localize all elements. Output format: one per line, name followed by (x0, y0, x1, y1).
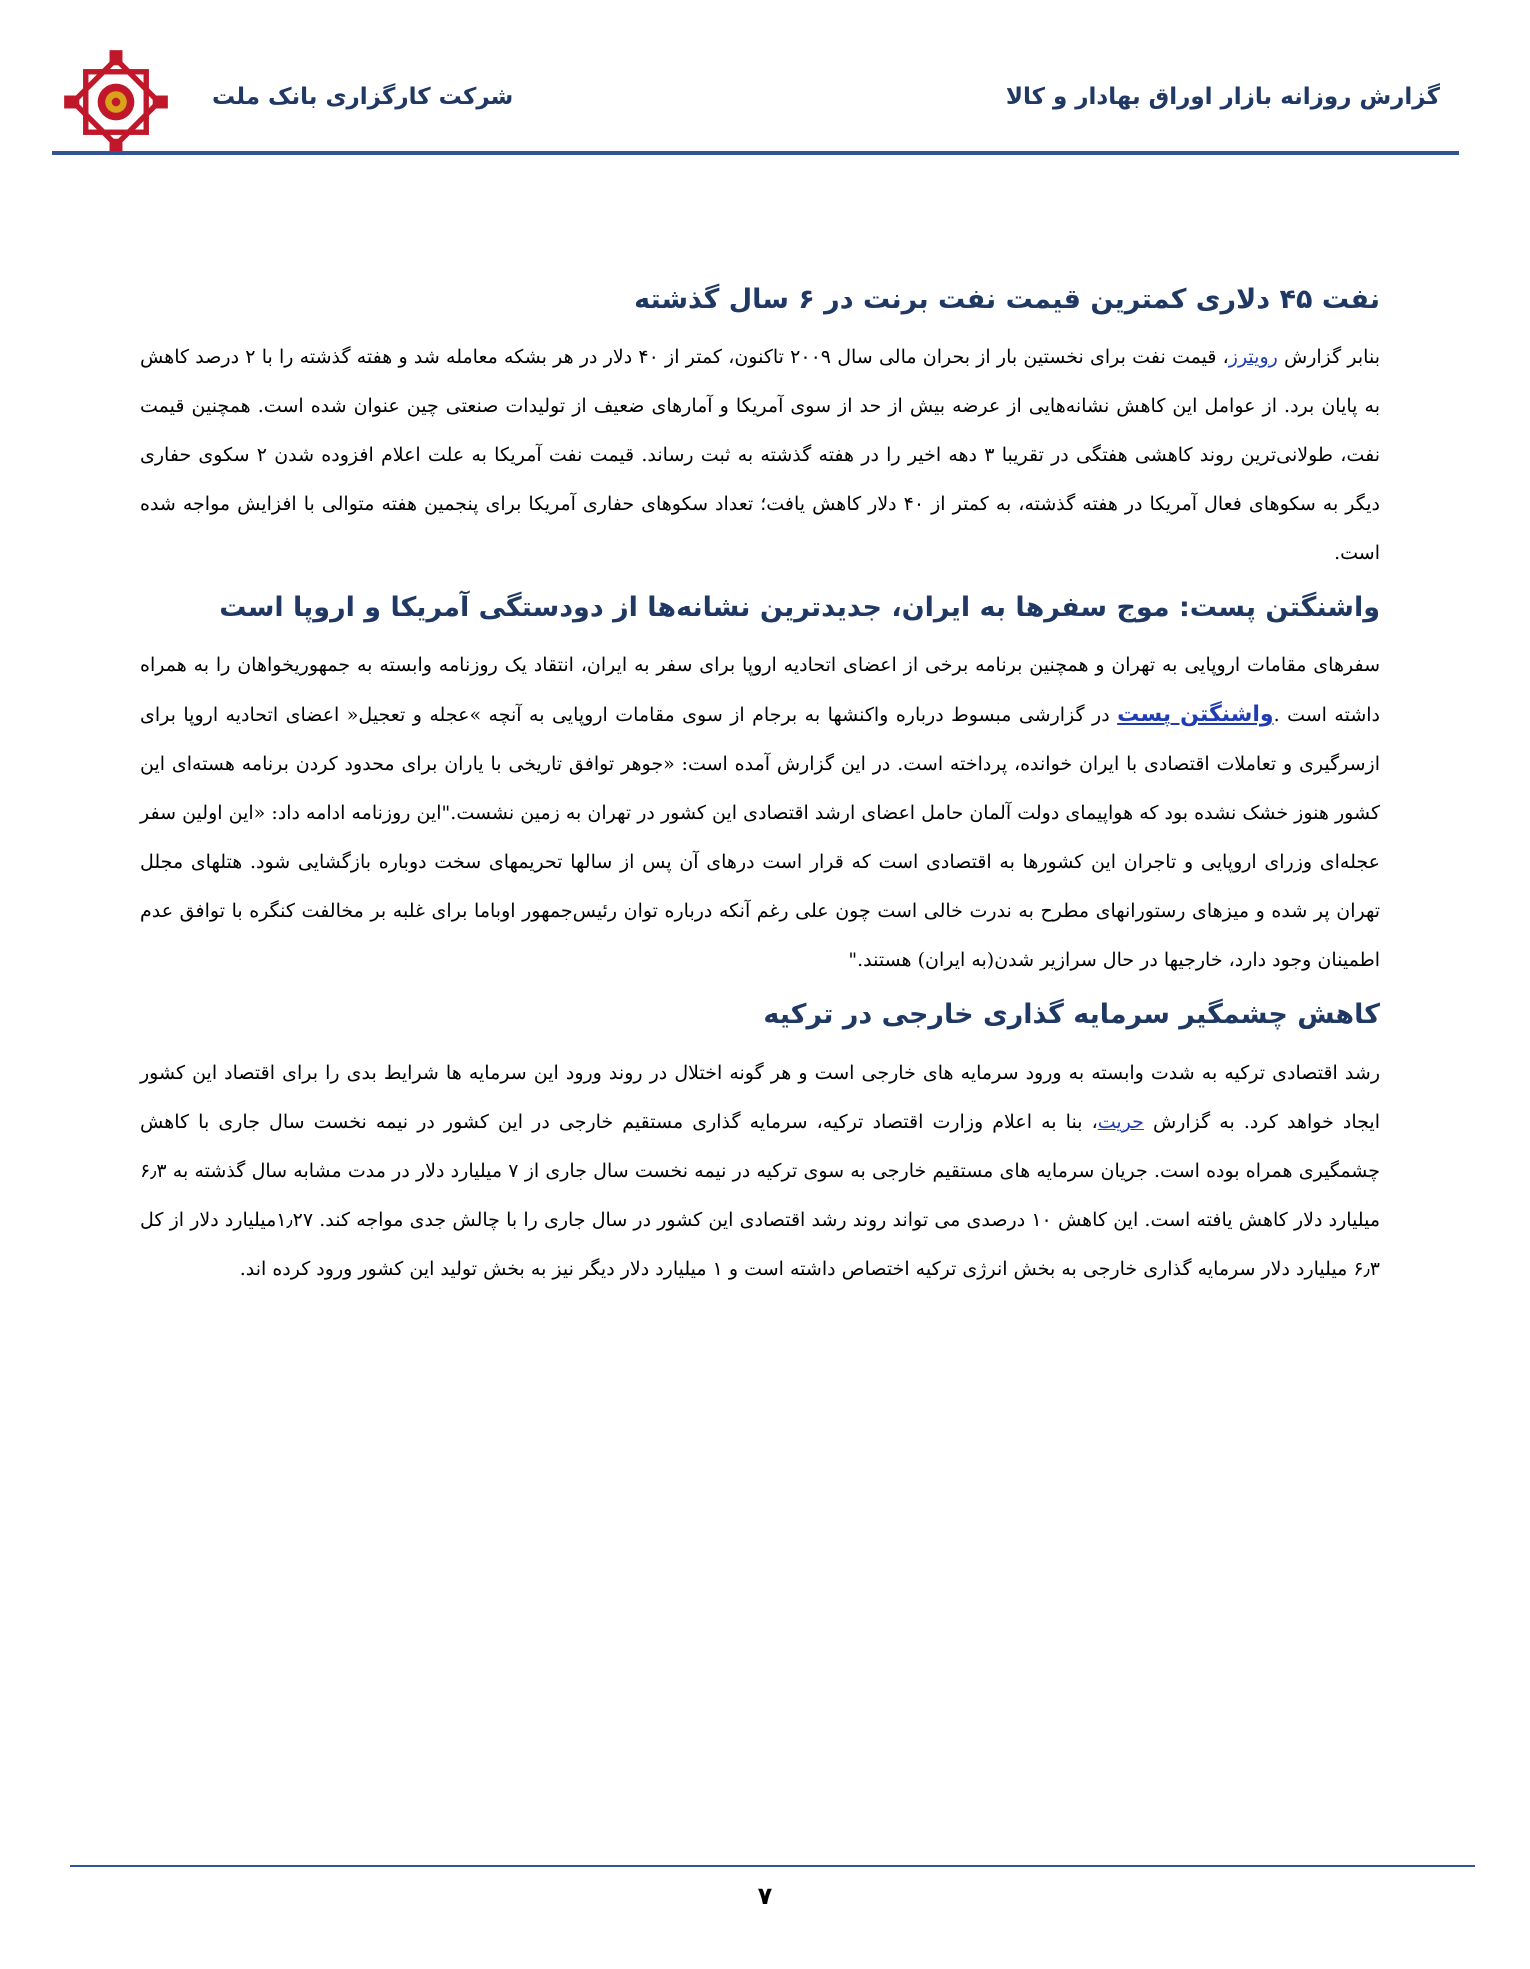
section-paragraph: بنابر گزارش رویترز، قیمت نفت برای نخستین بار از بحران مالی سال ۲۰۰۹ تاکنون، کمتر از ۴۰ دلار در هر بشکه معامله شد و هفته گذشته را با ۲ درصد کاهش به پایان برد. از عوامل این کاهش نشانه‌هایی از عرضه بیش از حد از سوی آمریکا و آمارهای ضعیف از تولیدات صنعتی چین عنوان شده است. همچنین قیمت نفت، طولانی‌ترین روند کاهشی هفتگی در تقریبا ۳ دهه اخیر را در هفته گذشته به ثبت رساند. قیمت نفت آمریکا به علت اعلام افزوده شدن ۲ سکوی حفاری دیگر به سکوهای فعال آمریکا در هفته گذشته، به کمتر از ۴۰ دلار کاهش یافت؛ تعداد سکوهای حفاری آمریکا برای پنجمین هفته متوالی با افزایش مواجه شده است. (140, 346, 1381, 565)
news-section-turkey (140, 993, 1380, 1293)
section-heading: نفت ۴۵ دلاری کمترین قیمت نفت برنت در ۶ سال گذشته (634, 284, 1380, 315)
news-section-oil (140, 278, 1380, 578)
company-name: شرکت کارگزاری بانک ملت (212, 84, 514, 110)
source-link-washington-post[interactable]: واشنگتن پست (1117, 702, 1274, 728)
source-link-reuters[interactable]: رویترز (1228, 346, 1278, 369)
section-paragraph: رشد اقتصادی ترکیه به شدت وابسته به ورود سرمایه های خارجی است و هر گونه اختلال در روند ورود این سرمایه ها شرایط بدی را برای اقتصاد این کشور ایجاد خواهد کرد. به گزارش حریت، بنا به اعلام وزارت اقتصاد ترکیه، سرمایه گذاری مستقیم خارجی در این کشور در نیمه نخست سال جاری با کاهش چشمگیری همراه بوده است. جریان سرمایه های مستقیم خارجی به سوی ترکیه در نیمه نخست سال جاری از ۷ میلیارد دلار در مدت مشابه سال گذشته به ۶٫۳ میلیارد دلار کاهش یافته است. این کاهش ۱۰ درصدی می تواند روند رشد اقتصادی این کشور در سال جاری را با چالش جدی مواجه کند. ۱٫۲۷میلیارد دلار از کل ۶٫۳ میلیارد دلار سرمایه گذاری خارجی به بخش انرژی ترکیه اختصاص داشته است و ۱ میلیارد دلار دیگر نیز به بخش تولید این کشور ورود کرده اند. (140, 1061, 1381, 1280)
section-heading: واشنگتن پست: موج سفرها به ایران، جدیدترین نشانه‌ها از دودستگی آمریکا و اروپا است (219, 592, 1380, 624)
source-link-hurriyet[interactable]: حریت (1097, 1110, 1144, 1133)
bank-mellat-logo-icon (62, 48, 170, 156)
news-section-washington-post (140, 586, 1380, 985)
report-title: گزارش روزانه بازار اوراق بهادار و کالا (1005, 84, 1440, 110)
article-content (140, 278, 1380, 1302)
header-divider (52, 151, 1459, 155)
section-heading: کاهش چشمگیر سرمایه گذاری خارجی در ترکیه (763, 999, 1380, 1031)
page-number: ۷ (757, 1882, 773, 1910)
footer-divider (70, 1865, 1475, 1867)
section-paragraph: سفرهای مقامات اروپایی به تهران و همچنین برنامه برخی از اعضای اتحادیه اروپا برای سفر به ایران، انتقاد یک روزنامه وابسته به جمهوریخواهان را به همراه داشته است .واشنگتن پست در گزارشی مبسوط درباره واکنشها به برجام از سوی مقامات اروپایی به آنچه »عجله و تعجیل« اعضای اتحادیه اروپا برای ازسرگیری و تعاملات اقتصادی با ایران خوانده، پرداخته است. در این گزارش آمده است: «جوهر توافق تاریخی با یاران برای محدود کردن برنامه هسته‌ای این کشور هنوز خشک نشده بود که هواپیمای دولت آلمان حامل اعضای ارشد اقتصادی این کشور در تهران به زمین نشست."این روزنامه ادامه داد: «این اولین سفر عجله‌ای وزرای اروپایی و تاجران این کشورها به اقتصادی است که قرار است درهای آن پس از سالها تحریمهای سخت دوباره بازگشایی شود. هتلهای مجلل تهران پر شده و میزهای رستورانهای مطرح به ندرت خالی است چون علی رغم آنکه درباره توان رئیس‌جمهور اوباما برای غلبه بر مخالفت کنگره با توافق عدم اطمینان وجود دارد، خارجیها در حال سرازیر شدن(به ایران) هستند." (140, 654, 1380, 972)
